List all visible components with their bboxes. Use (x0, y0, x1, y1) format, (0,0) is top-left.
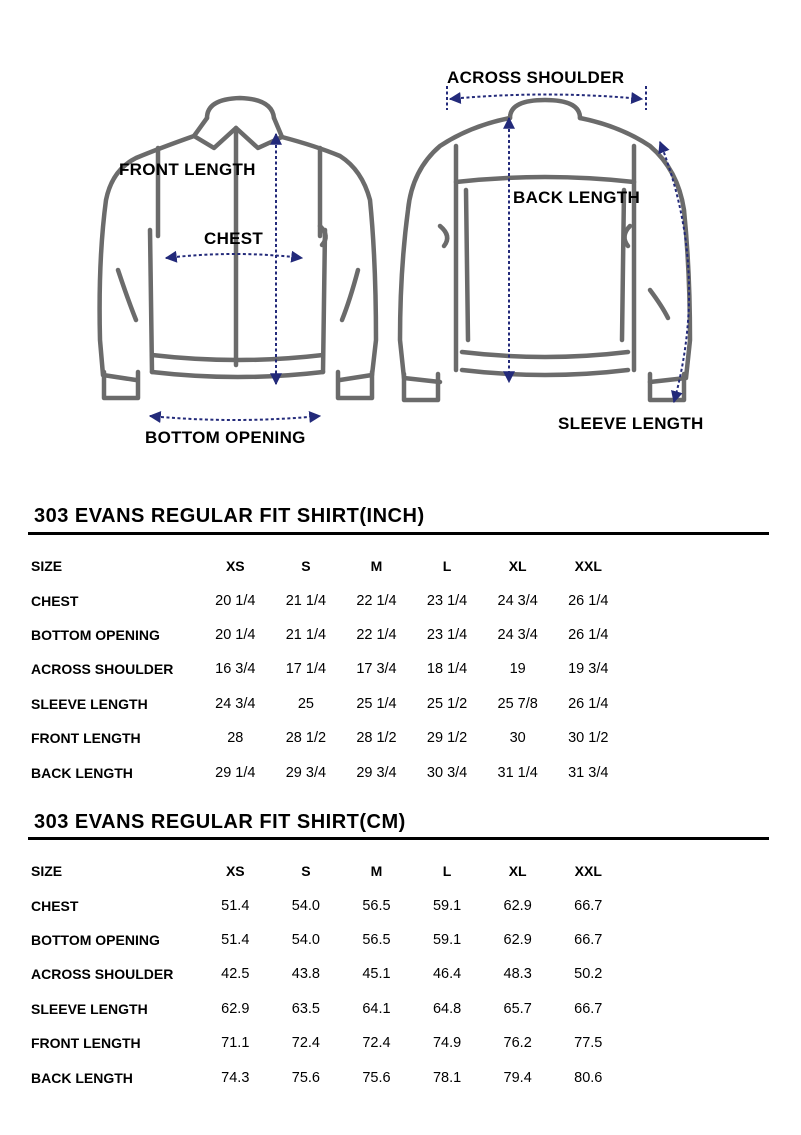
cell: 25 7/8 (497, 695, 538, 712)
size-xl-header: XL (508, 558, 527, 575)
table-row (31, 888, 624, 922)
cell: 21 1/4 (285, 626, 327, 643)
chest-label: CHEST (204, 229, 264, 248)
cell: 63.5 (291, 1000, 320, 1017)
cell: 64.1 (362, 1000, 391, 1017)
table-row (31, 957, 624, 991)
bottom-opening-arrow (150, 416, 320, 420)
cell: 17 1/4 (285, 661, 327, 678)
row-label: SLEEVE LENGTH (31, 695, 148, 712)
cell: 72.4 (291, 1035, 320, 1052)
row-label: ACROSS SHOULDER (31, 661, 174, 678)
cell: 24 3/4 (497, 626, 538, 643)
row-label: BOTTOM OPENING (31, 931, 160, 948)
inch-size-table (31, 549, 624, 790)
cell: 26 1/4 (568, 592, 609, 609)
cell: 45.1 (362, 966, 391, 983)
row-label: SLEEVE LENGTH (31, 1000, 148, 1017)
cell: 30 (509, 730, 526, 747)
cell: 62.9 (503, 931, 532, 948)
cell: 71.1 (221, 1035, 250, 1052)
inch-table-divider (28, 532, 769, 535)
cm-size-table (31, 854, 624, 1095)
row-label: BOTTOM OPENING (31, 626, 160, 643)
cell: 56.5 (362, 897, 391, 914)
table-row (31, 923, 624, 957)
table-row (31, 1060, 624, 1094)
size-header: SIZE (31, 558, 63, 575)
cell: 30 3/4 (426, 764, 468, 781)
cell: 46.4 (432, 966, 462, 983)
table-row (31, 652, 624, 686)
cell: 22 1/4 (356, 626, 397, 643)
sleeve-length-label: SLEEVE LENGTH (558, 414, 704, 433)
cell: 77.5 (574, 1035, 603, 1052)
size-xs-header: XS (225, 863, 245, 880)
cell: 31 1/4 (497, 764, 538, 781)
size-s-header: S (301, 558, 311, 575)
cell: 21 1/4 (285, 592, 327, 609)
row-label: CHEST (31, 897, 79, 914)
cell: 19 (509, 661, 526, 678)
cell: 66.7 (574, 897, 603, 914)
cell: 23 1/4 (426, 626, 468, 643)
cell: 28 (227, 730, 244, 747)
cell: 25 1/2 (426, 695, 468, 712)
back-jacket-illustration (400, 100, 690, 400)
table-row (31, 618, 624, 652)
table-row (31, 583, 624, 617)
cell: 66.7 (574, 1000, 603, 1017)
cm-table-divider (28, 837, 769, 840)
table-header-row (31, 549, 624, 583)
cell: 79.4 (503, 1069, 532, 1086)
cell: 66.7 (574, 931, 603, 948)
size-l-header: L (442, 558, 452, 575)
cell: 75.6 (362, 1069, 391, 1086)
cell: 72.4 (362, 1035, 391, 1052)
cell: 25 1/4 (356, 695, 397, 712)
cell: 56.5 (362, 931, 391, 948)
cell: 28 1/2 (285, 730, 327, 747)
front-jacket-illustration (100, 98, 376, 398)
front-length-label: FRONT LENGTH (119, 160, 256, 179)
cell: 54.0 (291, 897, 320, 914)
row-label: FRONT LENGTH (31, 730, 141, 747)
size-m-header: M (370, 863, 383, 880)
cell: 30 1/2 (568, 730, 609, 747)
row-label: FRONT LENGTH (31, 1035, 141, 1052)
cell: 24 3/4 (497, 592, 538, 609)
cell: 22 1/4 (356, 592, 397, 609)
jacket-measurement-diagram (0, 0, 801, 480)
cell: 51.4 (221, 931, 250, 948)
row-label: BACK LENGTH (31, 1069, 133, 1086)
cell: 19 3/4 (568, 661, 609, 678)
cell: 26 1/4 (568, 626, 609, 643)
cell: 18 1/4 (426, 661, 468, 678)
size-header: SIZE (31, 863, 63, 880)
cell: 59.1 (432, 897, 462, 914)
size-xxl-header: XXL (574, 558, 602, 575)
cell: 59.1 (432, 931, 462, 948)
size-s-header: S (301, 863, 311, 880)
row-label: CHEST (31, 592, 79, 609)
size-xs-header: XS (225, 558, 245, 575)
row-label: BACK LENGTH (31, 764, 133, 781)
cell: 26 1/4 (568, 695, 609, 712)
cell: 42.5 (221, 966, 250, 983)
bottom-opening-label: BOTTOM OPENING (145, 428, 306, 447)
size-xl-header: XL (508, 863, 527, 880)
table-row (31, 1026, 624, 1060)
back-length-label: BACK LENGTH (513, 188, 641, 207)
inch-table-title: 303 EVANS REGULAR FIT SHIRT(INCH) (34, 505, 425, 527)
cell: 28 1/2 (356, 730, 397, 747)
table-row (31, 755, 624, 789)
cell: 43.8 (291, 966, 320, 983)
cm-table-title: 303 EVANS REGULAR FIT SHIRT(CM) (34, 811, 406, 833)
cell: 75.6 (291, 1069, 320, 1086)
cell: 78.1 (432, 1069, 462, 1086)
cell: 51.4 (221, 897, 250, 914)
cell: 29 3/4 (285, 764, 327, 781)
cell: 74.3 (221, 1069, 250, 1086)
cell: 29 3/4 (356, 764, 397, 781)
cell: 54.0 (291, 931, 320, 948)
row-label: ACROSS SHOULDER (31, 966, 174, 983)
table-row (31, 721, 624, 755)
table-row (31, 687, 624, 721)
cell: 65.7 (503, 1000, 532, 1017)
cell: 25 (297, 695, 314, 712)
cell: 64.8 (432, 1000, 462, 1017)
size-m-header: M (370, 558, 383, 575)
size-l-header: L (442, 863, 452, 880)
cell: 23 1/4 (426, 592, 468, 609)
cell: 80.6 (574, 1069, 603, 1086)
cell: 20 1/4 (215, 626, 256, 643)
size-xxl-header: XXL (574, 863, 602, 880)
cell: 29 1/4 (215, 764, 256, 781)
cell: 50.2 (574, 966, 603, 983)
table-row (31, 992, 624, 1026)
table-header-row (31, 854, 624, 888)
cell: 74.9 (432, 1035, 462, 1052)
cell: 76.2 (503, 1035, 532, 1052)
cell: 31 3/4 (568, 764, 609, 781)
across-shoulder-label: ACROSS SHOULDER (447, 68, 625, 87)
cell: 20 1/4 (215, 592, 256, 609)
cell: 24 3/4 (215, 695, 256, 712)
cell: 62.9 (221, 1000, 250, 1017)
cell: 17 3/4 (356, 661, 397, 678)
cell: 62.9 (503, 897, 532, 914)
cell: 29 1/2 (426, 730, 468, 747)
cell: 16 3/4 (215, 661, 256, 678)
cell: 48.3 (503, 966, 532, 983)
